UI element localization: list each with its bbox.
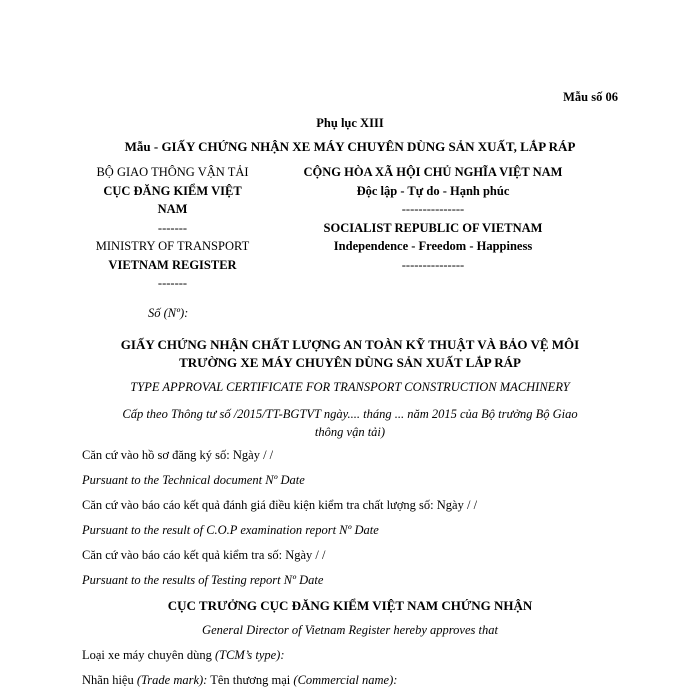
director-certification-vn: CỤC TRƯỞNG CỤC ĐĂNG KIỂM VIỆT NAM CHỨNG NHẬN: [167, 598, 533, 613]
ministry-name-vn: BỘ GIAO THÔNG VẬN TẢI: [96, 165, 249, 179]
left-divider-1: -------: [157, 220, 188, 235]
basis-line: Căn cứ vào hồ sơ đăng ký số: Ngày / /: [82, 448, 274, 462]
republic-name-en: SOCIALIST REPUBLIC OF VIETNAM: [323, 220, 543, 235]
director-certification-en: General Director of Vietnam Register hereby approves that: [202, 623, 498, 637]
certificate-number-label: Số (Nº):: [148, 306, 189, 320]
basis-line: Pursuant to the results of Testing report Nº Date: [82, 573, 324, 587]
brand-label-vn: Nhãn hiệu: [82, 673, 137, 687]
appendix-label: Phụ lục XIII: [316, 116, 384, 130]
motto-en: Independence - Freedom - Happiness: [333, 239, 533, 253]
commercial-name-label-en: (Commercial name):: [293, 673, 398, 687]
vehicle-type-label-vn: Loại xe máy chuyên dùng: [82, 648, 215, 662]
basis-line: Pursuant to the Technical document Nº Date: [82, 473, 305, 487]
republic-name-vn: CỘNG HÒA XÃ HỘI CHỦ NGHĨA VIỆT NAM: [303, 165, 563, 179]
right-divider-2: ---------------: [401, 257, 465, 272]
basis-line: Pursuant to the result of C.O.P examination report Nº Date: [82, 523, 379, 537]
basis-line: Căn cứ vào báo cáo kết quả kiểm tra số: Ngày / /: [82, 548, 326, 562]
commercial-name-label-vn: Tên thương mại: [207, 673, 294, 687]
brand-field: [82, 673, 397, 688]
ministry-name-en: MINISTRY OF TRANSPORT: [95, 239, 250, 253]
basis-line: Căn cứ vào báo cáo kết quả đánh giá điều kiện kiểm tra chất lượng số: Ngày / /: [82, 498, 478, 512]
certificate-title-en: TYPE APPROVAL CERTIFICATE FOR TRANSPORT CONSTRUCTION MACHINERY: [130, 380, 570, 394]
agency-name-en: VIETNAM REGISTER: [108, 257, 237, 272]
form-number: Mẫu số 06: [563, 90, 618, 104]
agency-name-vn-line2: NAM: [157, 202, 188, 216]
form-title: Mẫu - GIẤY CHỨNG NHẬN XE MÁY CHUYÊN DÙNG SẢN XUẤT, LẮP RÁP: [124, 139, 576, 154]
vehicle-type-field: [82, 648, 285, 663]
agency-name-vn-line1: CỤC ĐĂNG KIỂM VIỆT: [103, 183, 242, 198]
certificate-title-vn: GIẤY CHỨNG NHẬN CHẤT LƯỢNG AN TOÀN KỸ THUẬT VÀ BẢO VỆ MÔI TRƯỜNG XE MÁY CHUYÊN DÙNG SẢN XUẤT LẮP RÁP: [120, 337, 580, 370]
vehicle-type-label-en: (TCM’s type):: [214, 648, 285, 662]
left-divider-2: -------: [157, 276, 188, 290]
right-header: [278, 163, 588, 274]
right-divider-1: ---------------: [401, 202, 465, 216]
left-header: [80, 163, 265, 293]
issued-under-circular: Cấp theo Thông tư số /2015/TT-BGTVT ngày.... tháng ... năm 2015 của Bộ trưởng Bộ Giao thông vận tải): [122, 407, 578, 439]
brand-label-en: (Trade mark):: [136, 673, 208, 687]
motto-vn: Độc lập - Tự do - Hạnh phúc: [356, 183, 510, 198]
